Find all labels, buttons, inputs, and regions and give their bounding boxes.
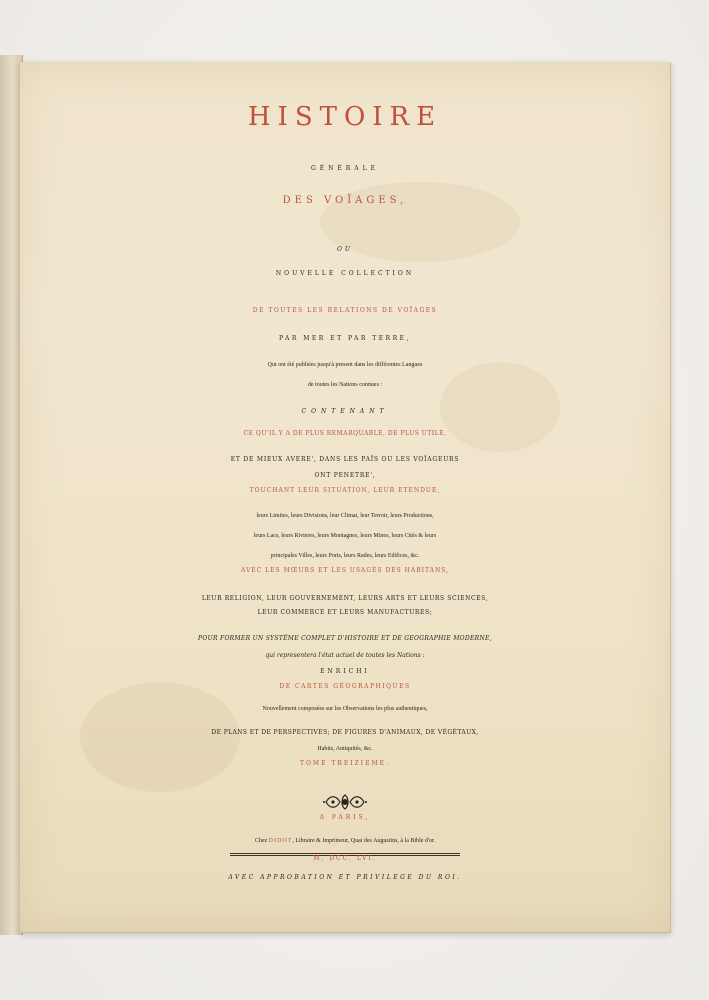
fleuron-ornament-icon — [322, 792, 368, 812]
publisher-prefix: Chez — [254, 838, 269, 844]
title-page-text — [20, 62, 670, 932]
text-situation-etendue: TOUCHANT LEUR SITUATION, LEUR ETENDUE, — [249, 487, 441, 494]
imprint-privilege: AVEC APPROBATION ET PRIVILEGE DU ROI. — [228, 874, 462, 881]
volume-number: TOME TREIZIEME. — [300, 760, 390, 767]
heading-enrichi: ENRICHI — [320, 668, 370, 675]
title-generale: GÉNÉRALE — [310, 165, 380, 172]
text-limites: leurs Limites, leurs Divisions, leur Climat, leur Terroir, leurs Productions, — [256, 513, 434, 519]
title-histoire: HISTOIRE — [247, 102, 443, 132]
publisher-suffix: , Libraire & Imprimeur, Quai des Augustins, à la Bible d'or. — [292, 838, 436, 844]
text-lacs: leurs Lacs, leurs Rivieres, leurs Montagnes, leurs Mines, leurs Cités & leurs — [253, 533, 437, 539]
text-cartes-geographiques: DE CARTES GÉOGRAPHIQUES — [279, 683, 411, 690]
subtitle-relations: DE TOUTES LES RELATIONS DE VOÏAGES — [252, 307, 438, 314]
text-remarquable: CE QU'IL Y A DE PLUS REMARQUABLE, DE PLUS UTILE, — [243, 430, 447, 437]
title-nouvelle-collection: NOUVELLE COLLECTION — [275, 270, 415, 277]
text-ont-penetre: ONT PENETRE', — [314, 472, 376, 479]
title-des-voiages: DES VOÏAGES, — [282, 195, 408, 206]
text-religion: LEUR RELIGION, LEUR GOUVERNEMENT, LEURS ARTS ET LEURS SCIENCES, — [201, 595, 489, 602]
heading-contenant: CONTENANT — [301, 408, 389, 415]
imprint-year: M. DCC. LVI. — [313, 855, 377, 862]
imprint-place: A PARIS, — [319, 814, 371, 821]
subtitle-mer-terre: PAR MER ET PAR TERRE, — [279, 335, 411, 342]
text-moeurs: AVEC LES MŒURS ET LES USAGES DES HABITANS, — [240, 567, 450, 574]
text-plans-perspectives: DE PLANS ET DE PERSPECTIVES; DE FIGURES D'ANIMAUX, DE VÉGÉTAUX, — [211, 729, 479, 736]
text-nations-connues: de toutes les Nations connues : — [307, 382, 383, 388]
text-publiees: Qui ont été publiées jusqu'à present dans les différentes Langues — [267, 362, 423, 368]
text-mieux-avere: ET DE MIEUX AVERE', DANS LES PAÏS OU LES VOÏAGEURS — [230, 456, 460, 463]
text-nouvellement: Nouvellement composées sur les Observations les plus authentiques, — [262, 706, 428, 712]
title-ou: OU — [337, 246, 353, 253]
text-systeme-complet: POUR FORMER UN SYSTÊME COMPLET D'HISTOIRE ET DE GEOGRAPHIE MODERNE, — [198, 635, 492, 642]
imprint-publisher — [20, 838, 670, 844]
text-villes: principales Villes, leurs Ports, leurs Rades, leurs Edifices, &c. — [270, 553, 420, 559]
publisher-name: DIDOT — [268, 838, 293, 844]
text-etat-actuel: qui representera l'état actuel de toutes les Nations : — [265, 652, 425, 659]
text-habits: Habits, Antiquités, &c. — [317, 746, 373, 752]
text-commerce: LEUR COMMERCE ET LEURS MANUFACTURES; — [257, 609, 433, 616]
